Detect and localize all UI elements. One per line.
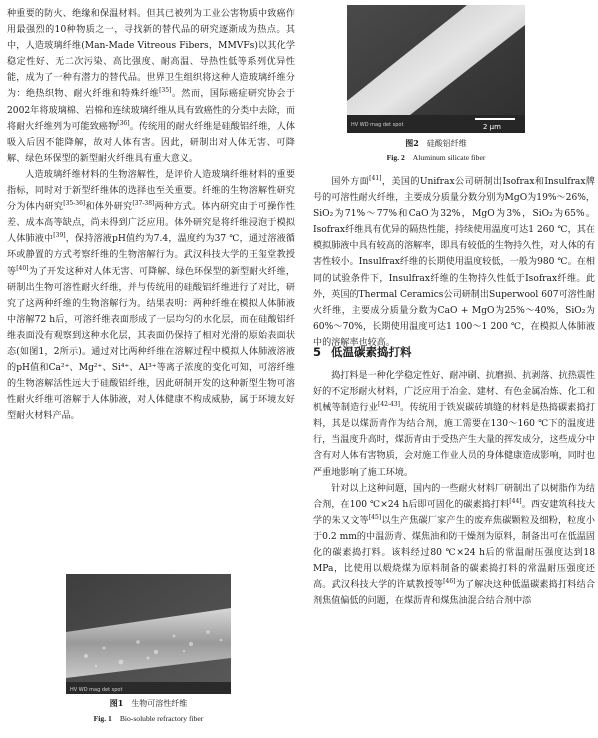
figure-2-image bbox=[347, 5, 525, 133]
citation: [35-36] bbox=[63, 200, 86, 208]
sem-micrograph-fiber bbox=[347, 5, 525, 133]
figure-2-caption-en: Fig. 2 Aluminum silicate fiber bbox=[386, 153, 486, 162]
paragraph: 捣打料是一种化学稳定性好、耐冲刷、抗磨损、抗剥落、抗热震性好的不定形耐火材料，广泛应用于冶金、建材、有色金属冶炼、化工和机械等制造行业[42-43]。传统用于铁炭碳砖填缝的材料是热捣碳素捣打料，其是以煤沥青作为结合剂，施工需要在130～160 ℃下的温度进行，当温度升高时，煤沥青由于受热产生大量的挥发成分，这些成分中含有对人体有害物质，会对施工作业人员的身体健康造成影响，同时也严重地影响了施工环境。 bbox=[313, 371, 595, 478]
citation: [46] bbox=[443, 578, 456, 586]
citation: [41] bbox=[369, 174, 382, 182]
citation: [37-38] bbox=[132, 200, 155, 208]
left-column bbox=[7, 6, 295, 424]
sem-info-bar: HV WD mag det spot bbox=[70, 687, 123, 693]
figure-2-caption-cn: 图2 硅酸铝纤维 bbox=[405, 138, 467, 148]
right-column-top bbox=[313, 174, 595, 351]
sem-micrograph-fiber bbox=[66, 574, 231, 694]
citation: [42-43] bbox=[378, 401, 400, 409]
figure-1-caption-cn: 图1 生物可溶性纤维 bbox=[109, 698, 188, 708]
sem-info-bar: HV WD mag det spot bbox=[351, 122, 404, 128]
scale-bar-label: 2 μm bbox=[483, 123, 501, 131]
paragraph: 人造玻璃纤维材料的生物溶解性，是评价人造玻璃纤维材料的重要指标，同时对于新型纤维体的选择也至关重要。纤维的生物溶解性研究分为体内研究[35-36]和体外研究[37-38]两种方式。体内研究由于可操作性差、成本高等缺点，尚未得到广泛应用。体外研究是将纤维浸泡于模拟人体肺液中[39]，保持溶液pH值约为7.4，温度约为37 ℃，通过溶液循环或静置的方式考察纤维的生物溶解行为。武汉科技大学的王玺堂教授等[40]为了开发这种对人体无害、可降解、绿色环保型的新型耐火纤维，研制出生物可溶性耐火纤维，并与传统用的硅酸铝纤维进行了对比，研究了这两种纤维的生物溶解行为。结果表明：两种纤维在模拟人体肺液中溶解72 h后，可溶纤维表面形成了一层均匀的水化层，而在硅酸铝纤维表面没有观察到这种水化层，其表面仍保持了相对光滑的原始表面状态(如图1，2所示)。通过对比两种纤维在溶解过程中模拟人体肺液溶液的pH值和Ca²⁺、Mg²⁺、Si⁴⁺、Al³⁺等离子浓度的变化可知，可溶纤维的生物溶解活性远大于硅酸铝纤维，因此研制开发的这种新型生物可溶性耐火纤维可溶解于人体肺液，对人体健康不构成威胁，属于环境友好型耐火材料产品。 bbox=[7, 169, 295, 422]
citation: [44] bbox=[509, 497, 522, 505]
citation: [35] bbox=[159, 87, 172, 95]
paragraph: 种重要的防火、绝缘和保温材料。但其已被列为工业公害物质中致癌作用最强烈的10种物质之一，寻找新的替代品的研究逐渐成为热点。其中，人造玻璃纤维(Man-Made Vitreous Fibers，MMVFs)以其化学稳定性好、无二次污染、高比强度、耐高温、导热性低等系列优异性能，成为了一种有潜力的替代品。世界卫生组织将这种人造玻璃纤维分为：绝热织物、耐火纤维和特殊纤维[35]。然而，国际癌症研究协会于2002年将玻璃棉、岩棉和连续玻璃纤维从具有致癌性的分类中去除，而将耐火纤维列为可能致癌物[36]。传统用的耐火纤维是硅酸铝纤维，人体吸入后因不能降解，故对人体有害。因此，研制出对人体无害、可降解、绿色环保型的新型耐火纤维具有重大意义。 bbox=[7, 9, 295, 164]
figure-1-caption-en: Fig. 1 Bio-soluble refractory fiber bbox=[93, 714, 204, 723]
citation: [45] bbox=[368, 513, 382, 521]
right-column-bottom bbox=[313, 368, 595, 609]
citation: [40] bbox=[16, 264, 29, 272]
citation: [36] bbox=[117, 119, 130, 127]
section-heading: 5 低温碳素捣打料 bbox=[313, 345, 412, 359]
citation: [39] bbox=[53, 232, 66, 240]
figure-1-image bbox=[66, 574, 231, 694]
paragraph: 国外方面[41]，美国的Unifrax公司研制出Isofrax和Insulfrax牌号的可溶性耐火纤维，主要成分质量分数分别为MgO为19%～26%，SiO₂为71%～77%和CaO为32%，MgO为3%，SiO₂为65%。Isofrax纤维具有优异的隔热性能，持续使用温度可达1 260 ℃，其在模拟肺液中具有较高的溶解率，即具有较低的生物持久性，对人体的有害性较小。Insulfrax纤维的长期使用温度较低，一般为980 ℃。在相同的试验条件下，Insulfrax纤维的生物持久性低于Isofrax纤维。此外，英国的Thermal Ceramics公司研制出Superwool 607可溶性耐火纤维，主要成分质量分数为CaO + MgO为25%～40%，SiO₂为60%～70%，长期使用温度可达1 100～1 200 ℃，在模拟人体肺液中的溶解率也较高。 bbox=[313, 174, 595, 348]
paragraph: 针对以上这种问题，国内的一些耐火材料厂研制出了以树脂作为结合剂，在100 ℃×24 h后即可固化的碳素捣打料[44]。西安建筑科技大学的朱又文等[45]以生产焦碳厂家产生的废弃焦碳颗粒及细粉，粒度小于0.2 mm的中温沥青、煤焦油和防干燥剂为原料，制备出可在低温固化的碳素捣打料。该料经过80 ℃×24 h后的常温耐压强度达到18 MPa，比使用以煅烧煤为原料制备的碳素捣打料的常温耐压强度还高。武汉科技大学的许斌教授等[46]为了解决这种低温碳素捣打料结合剂焦值偏低的问题，在煤沥青和煤焦油混合结合剂中添 bbox=[313, 483, 595, 607]
